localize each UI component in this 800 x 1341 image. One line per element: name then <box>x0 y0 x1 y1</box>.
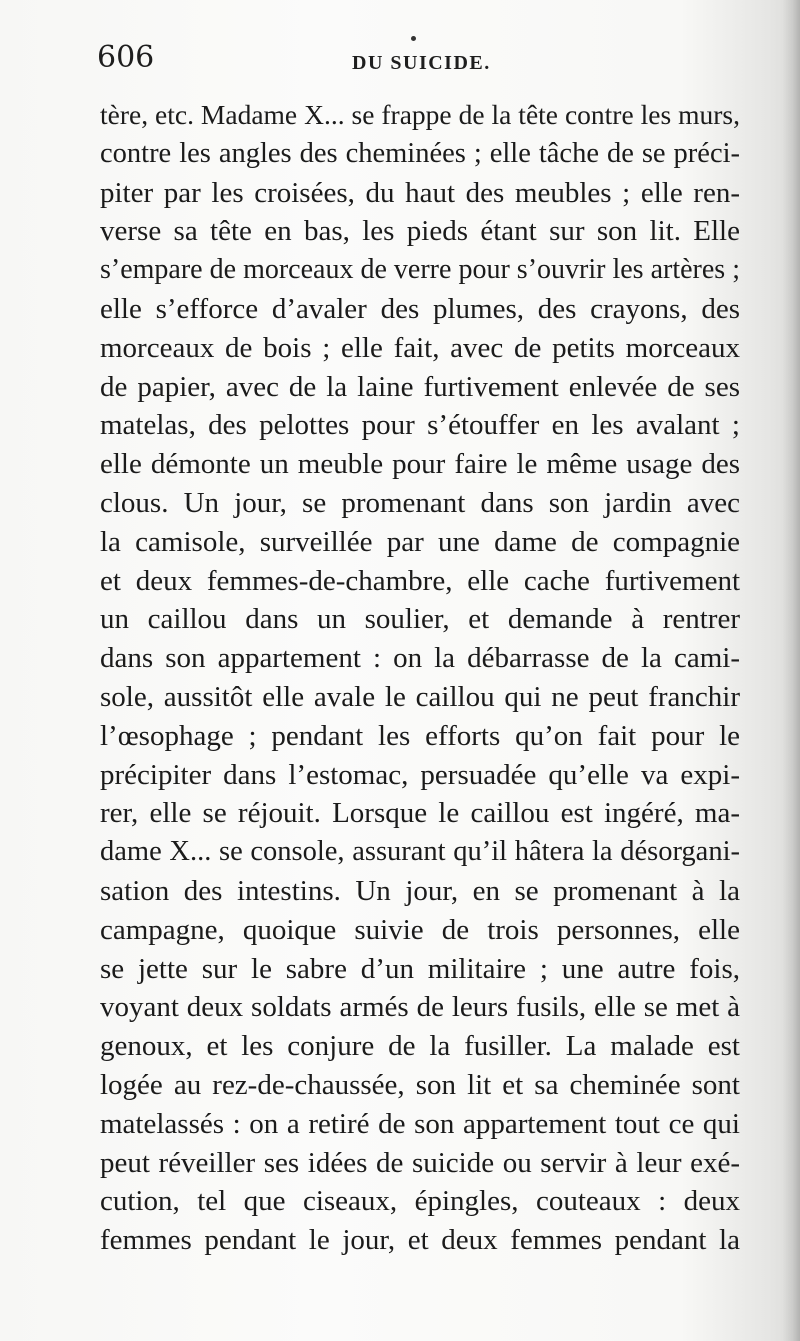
text-line: dans son appartement : on la débarrasse de la cami- <box>100 642 740 675</box>
page-number: 606 <box>97 40 155 75</box>
text-line: peut réveiller ses idées de suicide ou servir à leur exé- <box>100 1146 740 1179</box>
running-head: DU SUICIDE. <box>352 52 491 74</box>
text-line: un caillou dans un soulier, et demande à rentrer <box>100 603 740 636</box>
text-line: dame X... se console, assurant qu’il hâtera la désorgani- <box>100 836 740 868</box>
text-line: tère, etc. Madame X... se frappe de la tête contre les murs, <box>100 99 740 130</box>
text-line: sole, aussitôt elle avale le caillou qui ne peut franchir <box>100 680 740 713</box>
text-line: logée au rez-de-chaussée, son lit et sa cheminée sont <box>100 1068 740 1101</box>
text-line: voyant deux soldats armés de leurs fusils, elle se met à <box>100 991 740 1024</box>
text-line: morceaux de bois ; elle fait, avec de petits morceaux <box>100 331 740 364</box>
text-line: clous. Un jour, se promenant dans son jardin avec <box>100 486 740 519</box>
ink-dot <box>411 36 416 41</box>
text-line: s’empare de morceaux de verre pour s’ouvrir les artères ; <box>100 254 740 286</box>
text-line: femmes pendant le jour, et deux femmes pendant la <box>100 1224 740 1257</box>
text-line: verse sa tête en bas, les pieds étant sur son lit. Elle <box>100 215 740 248</box>
text-line: piter par les croisées, du haut des meubles ; elle ren- <box>100 176 740 209</box>
text-line: la camisole, surveillée par une dame de compagnie <box>100 525 740 558</box>
text-line: sation des intestins. Un jour, en se promenant à la <box>100 874 740 907</box>
text-line: l’œsophage ; pendant les efforts qu’on fait pour le <box>100 719 740 752</box>
text-line: rer, elle se réjouit. Lorsque le caillou est ingéré, ma- <box>100 797 740 830</box>
body-text <box>100 96 740 1260</box>
text-line: elle s’efforce d’avaler des plumes, des crayons, des <box>100 292 740 325</box>
text-line: se jette sur le sabre d’un militaire ; une autre fois, <box>100 952 740 985</box>
text-line: genoux, et les conjure de la fusiller. La malade est <box>100 1030 740 1063</box>
text-line: précipiter dans l’estomac, persuadée qu’elle va expi- <box>100 758 740 791</box>
text-line: campagne, quoique suivie de trois personnes, elle <box>100 913 740 946</box>
text-line: contre les angles des cheminées ; elle tâche de se préci- <box>100 137 740 169</box>
text-line: cution, tel que ciseaux, épingles, couteaux : deux <box>100 1185 740 1218</box>
text-line: et deux femmes-de-chambre, elle cache furtivement <box>100 564 740 597</box>
text-line: matelas, des pelottes pour s’étouffer en les avalant ; <box>100 409 740 442</box>
text-line: de papier, avec de la laine furtivement enlevée de ses <box>100 370 740 403</box>
page-edge-shadow <box>782 0 800 1341</box>
text-line: elle démonte un meuble pour faire le même usage des <box>100 448 740 481</box>
text-line: matelassés : on a retiré de son appartement tout ce qui <box>100 1107 740 1140</box>
